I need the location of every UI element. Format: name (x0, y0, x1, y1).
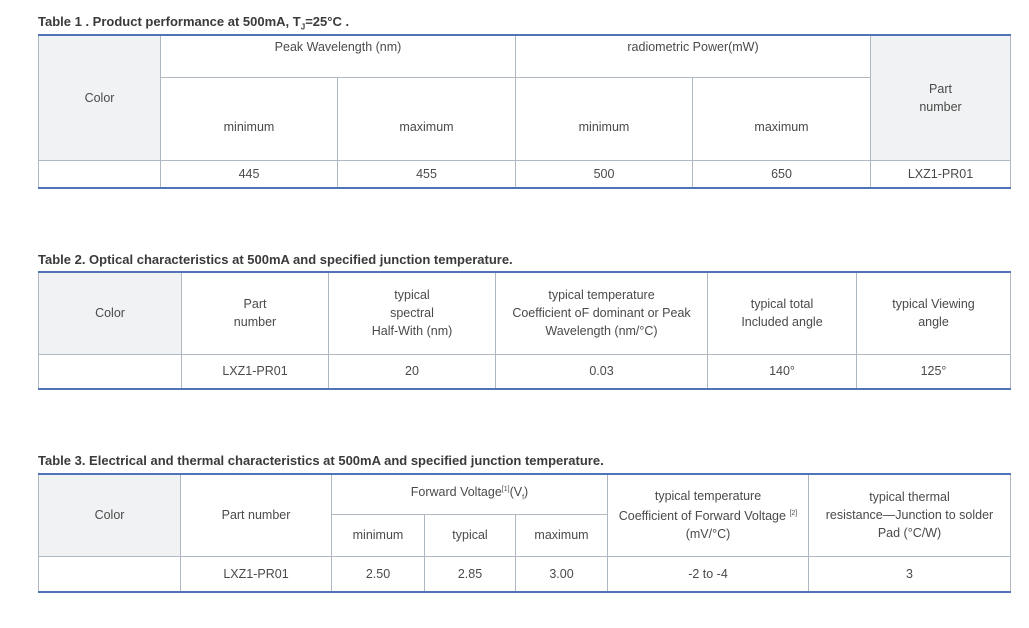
table3-header-temp-coefficient (608, 474, 809, 556)
table3-header-forward-voltage (332, 474, 608, 514)
table1-header-color: Color (39, 35, 161, 160)
table3-header-fv-typical: typical (425, 514, 516, 556)
table3-header-fv-maximum: maximum (516, 514, 608, 556)
table2-cell-included-angle: 140° (708, 354, 857, 389)
table3-tc-footnote: [2] (789, 510, 798, 518)
table1-cell-rp-minimum: 500 (516, 160, 693, 188)
table3-header-part-number: Part number (181, 474, 332, 556)
table3-header-fv-minimum: minimum (332, 514, 425, 556)
table3-tc-line3: (mV/°C) (685, 527, 731, 542)
table3-cell-color: Royal Blue (39, 556, 181, 592)
table1-caption (38, 14, 349, 32)
table3-fv-unit-sub: f (522, 494, 525, 502)
table1-header-part-number: Part number (871, 35, 1011, 160)
table3-fv-footnote: [1] (501, 486, 510, 493)
table1-header-pw-minimum: minimum (161, 77, 338, 160)
table3-cell-fv-minimum: 2.50 (332, 556, 425, 592)
table3-row-royal-blue (39, 556, 1011, 592)
table1-row-royal-blue (39, 160, 1011, 188)
table1-header-rp-maximum: maximum (693, 77, 871, 160)
table1-header-pw-maximum: maximum (338, 77, 516, 160)
table1-product-performance (38, 34, 1011, 189)
table3-cell-temp-coefficient: -2 to -4 (608, 556, 809, 592)
table2-cell-temp-coefficient: 0.03 (496, 354, 708, 389)
table3-fv-label: Forward Voltage (410, 485, 502, 499)
table3-cell-part-number: LXZ1-PR01 (181, 556, 332, 592)
table3-tc-line1: typical temperature (654, 489, 762, 504)
table2-header-spectral-half-width: typical spectral Half-With (nm) (329, 272, 496, 354)
table1-caption-subscript: J (300, 22, 306, 32)
table2-header-temp-coefficient: typical temperature Coefficient oF dominant or Peak Wavelength (nm/°C) (496, 272, 708, 354)
table3-tc-line2: Coefficient of Forward Voltage (618, 509, 786, 524)
table1-header-rp-minimum: minimum (516, 77, 693, 160)
table3-cell-fv-typical: 2.85 (425, 556, 516, 592)
table3-fv-unit-open: (V (509, 485, 523, 499)
table3-cell-thermal-resistance: 3 (809, 556, 1011, 592)
table1-cell-color: Royal Blue (39, 160, 161, 188)
table2-cell-spectral-half-width: 20 (329, 354, 496, 389)
table2-caption: Table 2. Optical characteristics at 500mA and specified junction temperature. (38, 252, 513, 267)
table2-optical-characteristics (38, 271, 1011, 390)
table1-cell-pw-minimum: 445 (161, 160, 338, 188)
table2-header-color: Color (39, 272, 182, 354)
table1-cell-part-number: LXZ1-PR01 (871, 160, 1011, 188)
table1-caption-prefix: Table 1 . Product performance at 500mA, T (38, 14, 301, 29)
table2-cell-part-number: LXZ1-PR01 (182, 354, 329, 389)
table1-cell-rp-maximum: 650 (693, 160, 871, 188)
table2-cell-color: Royal Blue (39, 354, 182, 389)
table1-header-peak-wavelength: Peak Wavelength (nm) (161, 35, 516, 77)
table2-header-viewing-angle: typical Viewing angle (857, 272, 1011, 354)
table3-fv-unit-close: ) (524, 485, 529, 499)
table3-electrical-thermal (38, 473, 1011, 593)
table2-header-part-number: Part number (182, 272, 329, 354)
table1-caption-suffix: =25°C . (305, 14, 350, 29)
table2-cell-viewing-angle: 125° (857, 354, 1011, 389)
table2-row-royal-blue (39, 354, 1011, 389)
table2-header-included-angle: typical total Included angle (708, 272, 857, 354)
table3-cell-fv-maximum: 3.00 (516, 556, 608, 592)
table1-header-radiometric-power: radiometric Power(mW) (516, 35, 871, 77)
table3-header-color: Color (39, 474, 181, 556)
table3-header-thermal-resistance: typical thermal resistance—Junction to solder Pad (°C/W) (809, 474, 1011, 556)
table1-cell-pw-maximum: 455 (338, 160, 516, 188)
table3-caption: Table 3. Electrical and thermal characteristics at 500mA and specified junction temperature. (38, 453, 604, 468)
